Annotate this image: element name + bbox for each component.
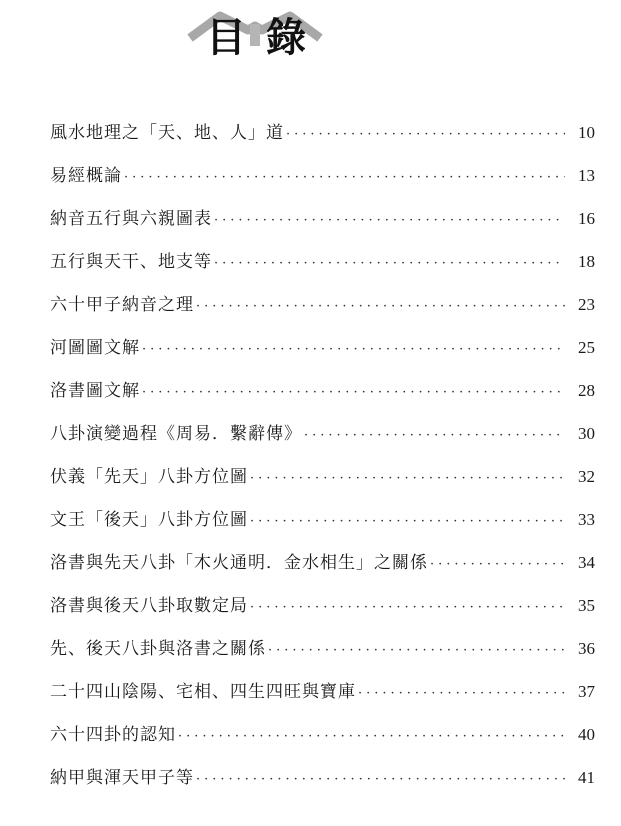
toc-entry-page: 30 — [578, 424, 595, 443]
toc-entry-title: 納甲與渾天甲子等 — [50, 768, 194, 788]
toc-entry[interactable] — [50, 591, 595, 617]
toc-entry[interactable] — [50, 720, 595, 746]
toc-entry-page: 13 — [578, 166, 595, 185]
dot-leader — [304, 428, 565, 443]
toc-entry-page: 36 — [578, 639, 595, 658]
contents-header — [180, 6, 330, 68]
toc-entry[interactable] — [50, 548, 595, 574]
toc-entry-title: 二十四山陰陽、宅相、四生四旺與寶庫 — [50, 682, 356, 702]
toc-entry[interactable] — [50, 290, 595, 316]
toc-entry[interactable] — [50, 161, 595, 187]
page-title: 目錄 — [206, 14, 326, 61]
dot-leader — [214, 213, 565, 228]
dot-leader — [178, 729, 565, 744]
toc-entry-title: 洛書與先天八卦「木火通明．金水相生」之關係 — [50, 553, 428, 573]
toc-entry[interactable] — [50, 247, 595, 273]
toc-entry-page: 23 — [578, 295, 595, 314]
toc-entry-title: 納音五行與六親圖表 — [50, 209, 212, 229]
toc-entry[interactable] — [50, 505, 595, 531]
dot-leader — [430, 557, 565, 572]
toc-entry-page: 40 — [578, 725, 595, 744]
toc-entry[interactable] — [50, 462, 595, 488]
toc-entry-title: 八卦演變過程《周易．繫辭傳》 — [50, 424, 302, 444]
toc-entry-title: 五行與天干、地支等 — [50, 252, 212, 272]
dot-leader — [196, 772, 565, 787]
toc-entry[interactable] — [50, 419, 595, 445]
toc-entry[interactable] — [50, 376, 595, 402]
dot-leader — [250, 471, 565, 486]
dot-leader — [358, 686, 565, 701]
toc-entry-page: 28 — [578, 381, 595, 400]
dot-leader — [142, 385, 565, 400]
toc-entry-title: 洛書圖文解 — [50, 381, 140, 401]
toc-entry[interactable] — [50, 118, 595, 144]
toc-entry[interactable] — [50, 634, 595, 660]
toc-entry-title: 六十甲子納音之理 — [50, 295, 194, 315]
toc-entry-title: 先、後天八卦與洛書之關係 — [50, 639, 266, 659]
dot-leader — [142, 342, 565, 357]
toc-entry[interactable] — [50, 763, 595, 789]
toc-entry-page: 32 — [578, 467, 595, 486]
toc-entry[interactable] — [50, 677, 595, 703]
toc-entry-title: 易經概論 — [50, 166, 122, 186]
toc-entry-page: 35 — [578, 596, 595, 615]
dot-leader — [250, 514, 565, 529]
toc-entry-page: 33 — [578, 510, 595, 529]
toc-entry-title: 洛書與後天八卦取數定局 — [50, 596, 248, 616]
toc-entry-title: 風水地理之「天、地、人」道 — [50, 123, 284, 143]
toc-entry-title: 河圖圖文解 — [50, 338, 140, 358]
toc-entry[interactable] — [50, 204, 595, 230]
dot-leader — [124, 170, 565, 185]
toc-entry-title: 文王「後天」八卦方位圖 — [50, 510, 248, 530]
toc-entry-title: 伏義「先天」八卦方位圖 — [50, 467, 248, 487]
dot-leader — [268, 643, 565, 658]
dot-leader — [286, 127, 565, 142]
toc-entry-page: 25 — [578, 338, 595, 357]
toc-entry-page: 41 — [578, 768, 595, 787]
toc-entry[interactable] — [50, 333, 595, 359]
toc-entry-page: 37 — [578, 682, 595, 701]
toc-entry-page: 18 — [578, 252, 595, 271]
dot-leader — [250, 600, 565, 615]
dot-leader — [196, 299, 565, 314]
toc-entry-page: 16 — [578, 209, 595, 228]
toc-entry-title: 六十四卦的認知 — [50, 725, 176, 745]
toc-entry-page: 34 — [578, 553, 595, 572]
toc-entry-page: 10 — [578, 123, 595, 142]
dot-leader — [214, 256, 565, 271]
